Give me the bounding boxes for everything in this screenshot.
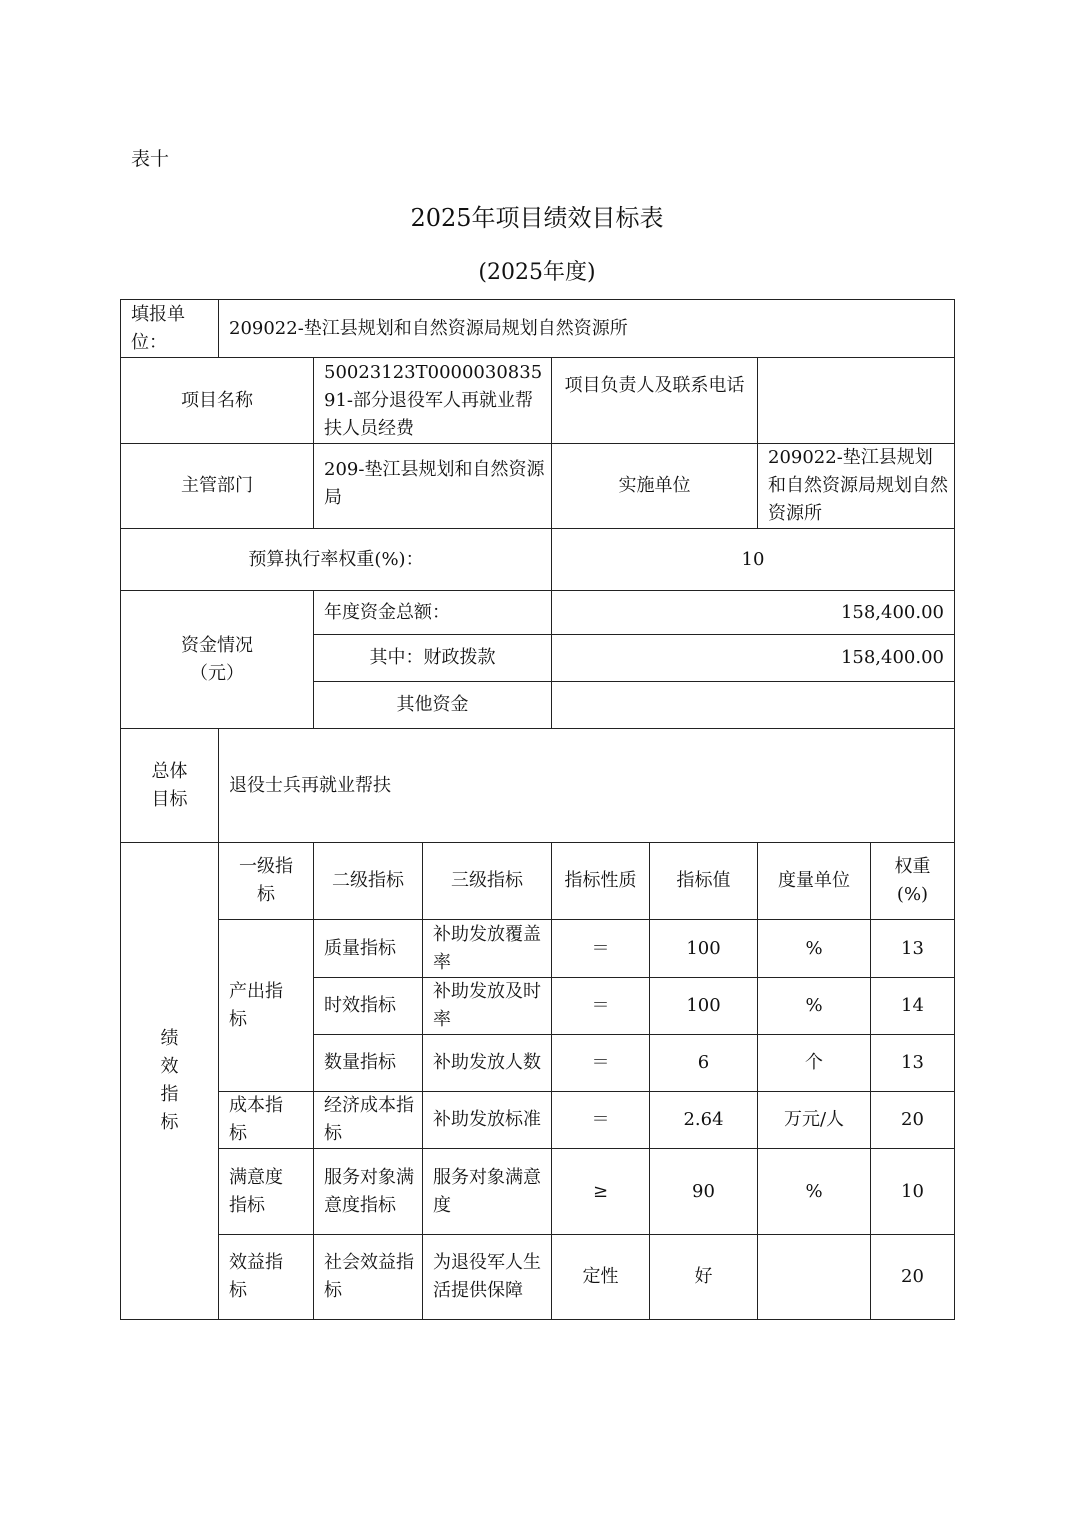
dept-label: 主管部门 [181,475,253,496]
document-subtitle: (2025年度) [478,260,596,285]
row-level3: 补助发放标准 [433,1109,541,1130]
dept-value: 209-垫江县规划和自然资源局 [324,459,545,508]
row-weight: 10 [901,1180,924,1202]
row-nature: ＝ [591,1109,610,1130]
group-cost: 成本指标 [229,1095,283,1144]
header-weight: 权重(%) [894,856,931,905]
funds-fiscal-value: 158,400.00 [840,647,944,668]
funds-other-label: 其他资金 [396,694,469,715]
row-unit: % [805,937,823,959]
budget-weight-value: 10 [741,548,765,570]
project-name-label: 项目名称 [181,389,253,411]
group-satisfaction: 满意度指标 [229,1166,283,1216]
header-level3: 三级指标 [451,870,523,891]
row-unit: % [805,995,823,1016]
row-weight: 20 [901,1109,924,1130]
row-level3: 为退役军人生活提供保障 [433,1252,541,1301]
row-level3: 补助发放及时率 [433,981,541,1030]
row-unit: 个 [805,1052,823,1073]
row-nature: ≥ [592,1180,609,1202]
project-name-value: 50023123T000003083591-部分退役军人再就业帮扶人员经费 [324,361,543,439]
contact-value [758,358,954,443]
row-level2: 服务对象满意度指标 [324,1166,414,1216]
funds-fiscal-label: 其中：财政拨款 [369,647,496,668]
row-level2: 时效指标 [324,995,396,1016]
row-level2: 经济成本指标 [324,1095,414,1144]
row-weight: 13 [901,1052,924,1073]
contact-label: 项目负责人及联系电话 [564,375,745,396]
row-level2: 质量指标 [324,937,396,959]
row-unit: 万元/人 [783,1109,845,1130]
row-level2: 数量指标 [324,1052,396,1073]
header-value: 指标值 [676,870,731,891]
row-unit [758,1235,870,1319]
impl-label: 实施单位 [618,475,691,496]
header-level2: 二级指标 [332,870,404,891]
row-value: 2.64 [683,1109,724,1130]
group-benefit: 效益指标 [229,1252,283,1301]
row-value: 好 [694,1266,713,1287]
funds-total-label: 年度资金总额： [324,601,450,623]
row-value: 100 [686,937,721,959]
row-value: 6 [697,1052,710,1073]
impl-value: 209022-垫江县规划和自然资源局规划自然资源所 [768,447,948,524]
group-output: 产出指标 [229,980,283,1030]
row-level3: 补助发放覆盖率 [433,923,541,973]
table-number: 表十 [131,148,170,170]
row-nature: 定性 [582,1266,619,1287]
row-value: 100 [686,995,721,1016]
header-level1: 一级指标 [239,856,293,905]
goal-value: 退役士兵再就业帮扶 [229,774,391,796]
funds-label: 资金情况（元） [181,634,253,684]
row-level3: 补助发放人数 [433,1052,541,1073]
row-weight: 20 [901,1266,924,1287]
row-weight: 13 [901,937,924,959]
indicators-section-label: 绩效指标 [160,1028,179,1133]
funds-total-value: 158,400.00 [840,601,944,623]
unit-value: 209022-垫江县规划和自然资源局规划自然资源所 [229,317,628,339]
header-unit: 度量单位 [778,870,850,891]
row-unit: % [805,1180,823,1202]
unit-label: 填报单位： [131,303,185,353]
row-level2: 社会效益指标 [324,1252,414,1301]
row-nature: ＝ [591,1052,610,1073]
document-title: 2025年项目绩效目标表 [410,204,664,232]
row-value: 90 [692,1180,715,1202]
budget-weight-label: 预算执行率权重(%)： [248,548,424,570]
goal-label: 总体目标 [151,760,188,810]
row-nature: ＝ [591,995,610,1016]
row-nature: ＝ [591,937,610,959]
row-weight: 14 [901,995,924,1016]
header-nature: 指标性质 [564,870,637,891]
row-level3: 服务对象满意度 [433,1166,541,1216]
funds-other-value [552,682,954,728]
